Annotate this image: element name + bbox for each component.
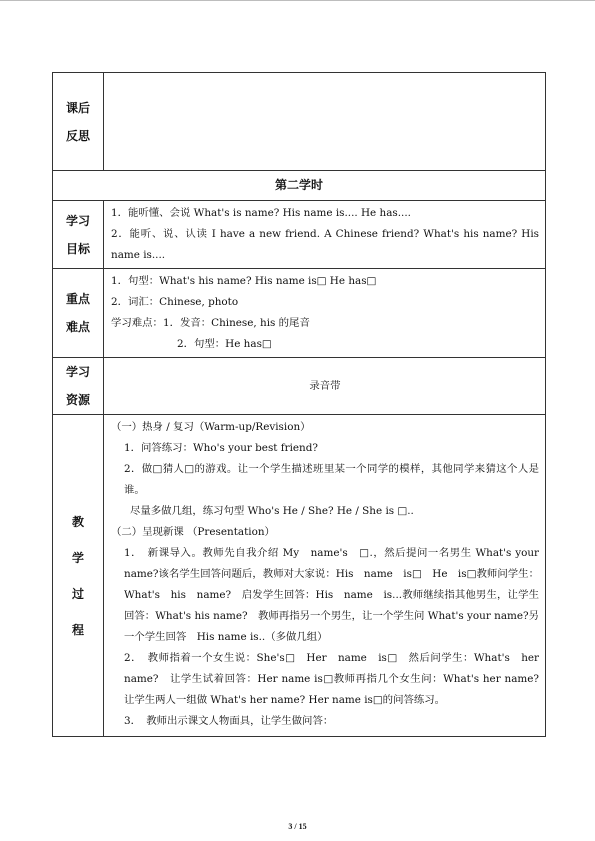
- process-label: [53, 415, 104, 737]
- page-current: 3: [288, 822, 293, 831]
- resources-content: 录音带: [104, 358, 546, 415]
- process-row: [53, 415, 546, 737]
- difficulty-sentence: 2．句型：He has□: [177, 338, 272, 350]
- key-points-label-line2: 难点: [65, 320, 90, 334]
- reflection-label-line2: 反思: [65, 128, 90, 143]
- objectives-label: [53, 201, 104, 269]
- resources-label-line1: 学习: [65, 365, 90, 379]
- resources-row: [53, 358, 546, 415]
- warmup-step-1: 1．问答练习：Who's your best friend?: [124, 442, 318, 454]
- lesson-plan-table: [52, 72, 550, 737]
- key-point-sentence: 1．句型：What's his name? His name is□ He has□: [111, 275, 377, 287]
- process-label-char-2: 学: [71, 550, 84, 565]
- objectives-row: [53, 201, 546, 269]
- objective-item-2: 2．能听、说、认读 I have a new friend. A Chinese friend? What's his name? His name is....: [111, 228, 539, 261]
- warmup-heading: （一）热身 / 复习（Warm-up/Revision）: [111, 421, 311, 433]
- resources-label: [53, 358, 104, 415]
- reflection-content: [104, 73, 546, 171]
- reflection-label-line1: 课后: [65, 100, 90, 115]
- warmup-step-2: 2．做□猜人□的游戏。让一个学生描述班里某一个同学的模样，其他同学来猜这个人是谁。: [124, 463, 539, 496]
- process-label-char-4: 程: [71, 622, 84, 637]
- objectives-label-line1: 学习: [65, 213, 90, 228]
- objective-item-1: 1．能听懂、会说 What's is name? His name is.... He has....: [111, 207, 411, 219]
- key-point-vocab: 2．词汇：Chinese, photo: [111, 296, 239, 308]
- page-separator: /: [292, 822, 299, 831]
- presentation-heading: （二）呈现新课 （Presentation）: [111, 526, 275, 538]
- resources-label-line2: 资源: [65, 393, 90, 407]
- difficulty-pronunciation: 学习难点：1．发音：Chinese, his 的尾音: [111, 317, 310, 329]
- objectives-label-line2: 目标: [65, 241, 90, 256]
- process-label-char-1: 教: [71, 514, 84, 529]
- process-content: [104, 415, 550, 737]
- section-title-row: [53, 171, 546, 201]
- presentation-step-1: 1． 新课导入。教师先自我介绍 My name's □.，然后提问一名男生 What's your name?该名学生回答问题后，教师对大家说：His name is□ He is□教师问学生：What's his name? 启发学生回答：His name is...教师继续指其他男生，让学生回答：What's his name? 教师再指另一个男生，让一个学生问 What's your name?另一个学生回答 His name is..（多做几组）: [124, 547, 539, 643]
- page-top-rule: [0, 0, 595, 1]
- key-points-label-line1: 重点: [65, 292, 90, 306]
- reflection-row: [53, 73, 546, 171]
- reflection-label: [53, 73, 104, 171]
- page-number: [0, 822, 595, 831]
- key-points-label: [53, 269, 104, 358]
- page-total: 15: [298, 822, 307, 831]
- warmup-practice: 尽量多做几组，练习句型 Who's He / She? He / She is □..: [130, 505, 414, 517]
- section-title: 第二学时: [53, 171, 546, 201]
- objectives-content: [104, 201, 546, 269]
- key-points-content: [104, 269, 546, 358]
- presentation-step-2: 2． 教师指着一个女生说：She's□ Her name is□ 然后问学生：What's her name? 让学生试着回答：Her name is□教师再指几个女生问：What's her name? 让学生两人一组做 What's her name? Her name is□的问答练习。: [124, 652, 550, 706]
- presentation-step-3: 3． 教师出示课文人物面具，让学生做问答：: [124, 715, 334, 727]
- process-label-char-3: 过: [71, 586, 84, 601]
- key-points-row: [53, 269, 546, 358]
